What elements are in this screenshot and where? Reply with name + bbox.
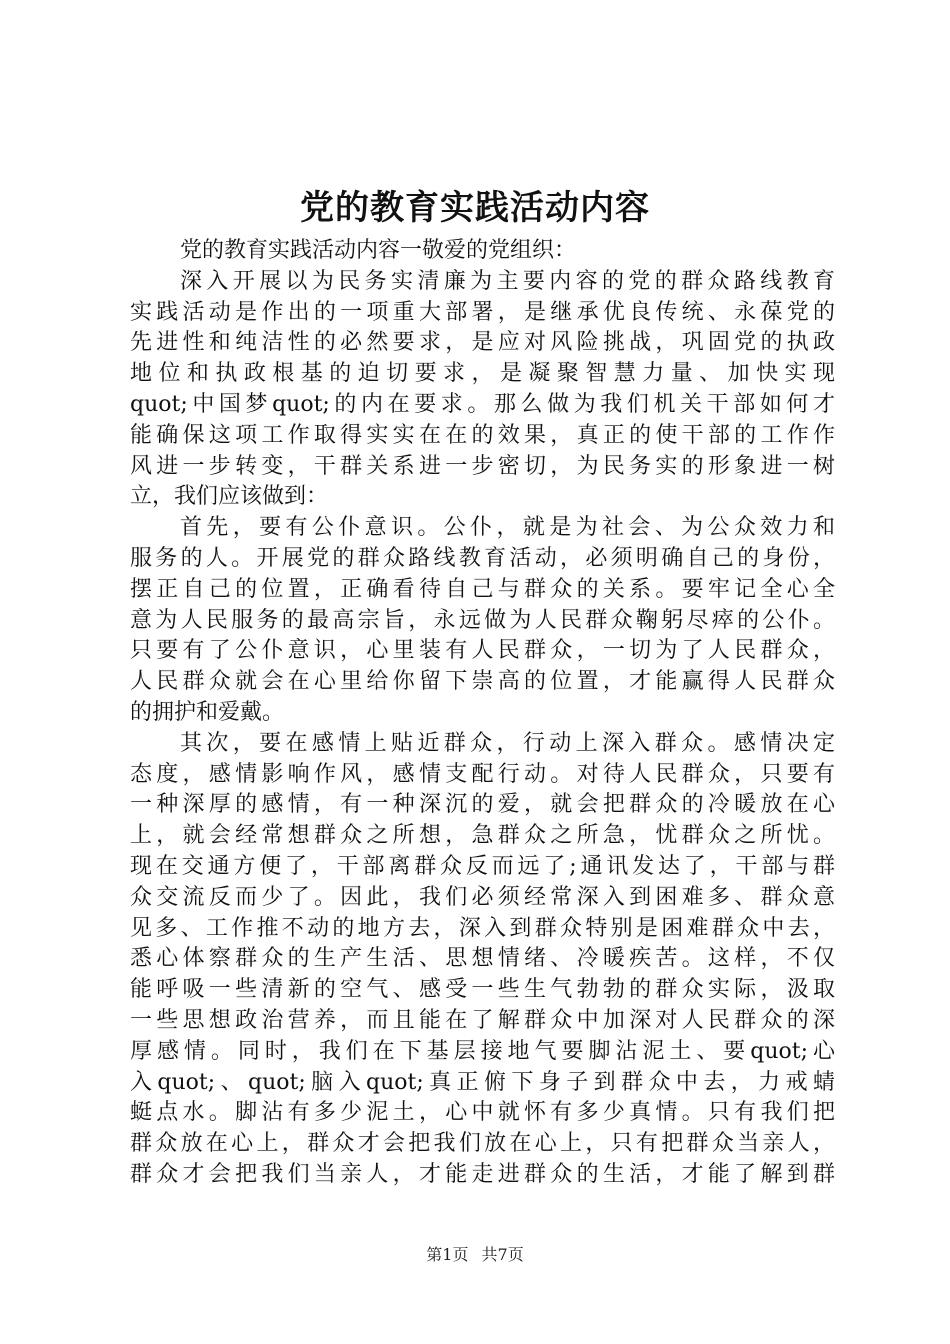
body-line: 能确保这项工作取得实实在在的效果，真正的使干部的工作作 [130,422,835,448]
body-line: 深入开展以为民务实清廉为主要内容的党的群众路线教育 [180,268,835,294]
body-line: 上，就会经常想群众之所想，急群众之所急，忧群众之所忧。 [130,823,835,849]
body-line: 群众才会把我们当亲人，才能走进群众的生活，才能了解到群 [130,1161,835,1187]
body-line: 意为人民服务的最高宗旨，永远做为人民群众鞠躬尽瘁的公仆。 [130,607,835,633]
body-line: 一种深厚的感情，有一种深沉的爱，就会把群众的冷暖放在心 [130,792,835,818]
body-line: 其次，要在感情上贴近群众，行动上深入群众。感情决定 [180,730,835,756]
body-line: 现在交通方便了，干部离群众反而远了;通讯发达了，干部与群 [130,853,835,879]
body-line: 的拥护和爱戴。 [130,699,285,725]
body-line: 一些思想政治营养，而且能在了解群众中加深对人民群众的深 [130,1007,835,1033]
body-line: 立，我们应该做到： [130,484,329,510]
body-line: 党的教育实践活动内容一敬爱的党组织： [180,238,577,263]
document-title: 党的教育实践活动内容 [300,188,650,228]
body-line: 风进一步转变，干群关系进一步密切，为民务实的形象进一树 [130,453,835,479]
body-line: 服务的人。开展党的群众路线教育活动，必须明确自己的身份， [130,545,835,571]
body-line: 摆正自己的位置，正确看待自己与群众的关系。要牢记全心全 [130,576,835,602]
document-body [130,236,835,1191]
page-footer [0,1244,950,1266]
body-line: 悉心体察群众的生产生活、思想情绪、冷暖疾苦。这样，不仅 [130,946,835,972]
body-line: 厚感情。同时，我们在下基层接地气要脚沾泥土、要quot;心 [130,1038,835,1064]
body-line: 态度，感情影响作风，感情支配行动。对待人民群众，只要有 [130,761,835,787]
body-line: 先进性和纯洁性的必然要求，是应对风险挑战，巩固党的执政 [130,330,835,356]
page-number: 第1页 [426,1245,469,1264]
body-line: 群众放在心上，群众才会把我们放在心上，只有把群众当亲人， [130,1131,835,1157]
body-line: quot;中国梦quot;的内在要求。那么做为我们机关干部如何才 [130,391,835,417]
body-line: 蜓点水。脚沾有多少泥土，心中就怀有多少真情。只有我们把 [130,1100,835,1126]
body-line: 能呼吸一些清新的空气、感受一些生气勃勃的群众实际，汲取 [130,977,835,1003]
body-line: 见多、工作推不动的地方去，深入到群众特别是困难群众中去， [130,915,835,941]
body-line: 实践活动是作出的一项重大部署，是继承优良传统、永葆党的 [130,299,835,325]
body-line: 只要有了公仆意识，心里装有人民群众，一切为了人民群众， [130,638,835,664]
body-line: 首先，要有公仆意识。公仆，就是为社会、为公众效力和 [180,515,835,541]
page-total: 共7页 [481,1245,524,1264]
body-line: 入quot;、quot;脑入quot;真正俯下身子到群众中去，力戒蜻 [130,1069,835,1095]
body-line: 人民群众就会在心里给你留下崇高的位置，才能赢得人民群众 [130,669,835,695]
body-line: 地位和执政根基的迫切要求，是凝聚智慧力量、加快实现 [130,361,835,387]
body-line: 众交流反而少了。因此，我们必须经常深入到困难多、群众意 [130,884,835,910]
